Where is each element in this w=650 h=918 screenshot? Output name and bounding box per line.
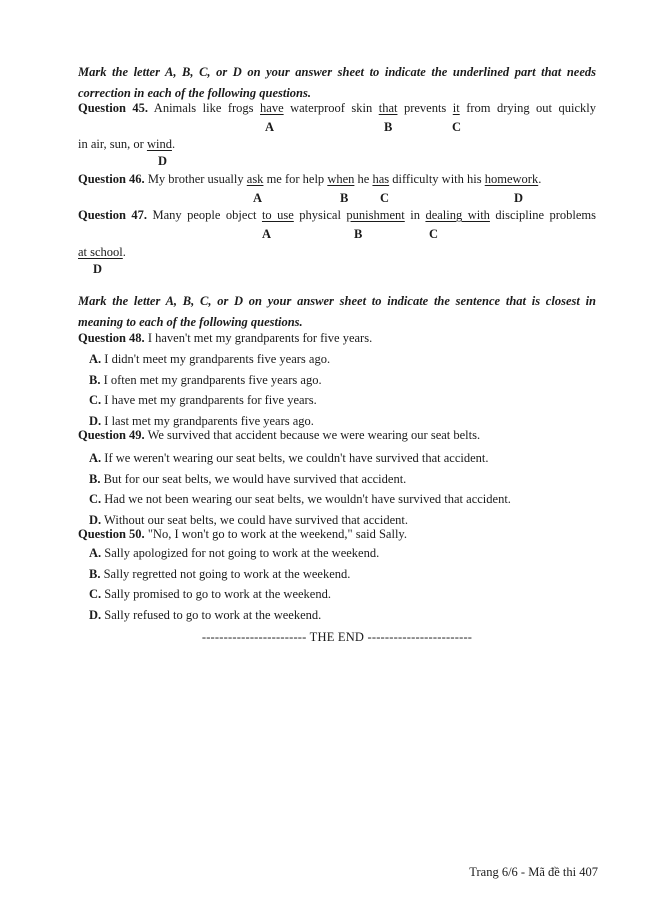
question-number: Question 50. bbox=[78, 527, 145, 541]
position-label-b: B bbox=[384, 120, 393, 134]
question-46-sentence bbox=[78, 171, 596, 188]
sentence-part: . bbox=[122, 245, 126, 259]
underlined-segment: when bbox=[327, 172, 355, 186]
question-number: Question 45. bbox=[78, 101, 149, 115]
option-letter: D. bbox=[89, 608, 102, 623]
instruction-line: Mark the letter A, B, C, or D on your answer sheet to indicate the sentence that is closest in bbox=[78, 294, 596, 308]
answer-position-labels bbox=[78, 153, 596, 168]
question-number: Question 49. bbox=[78, 428, 145, 442]
underlined-segment: punishment bbox=[346, 208, 405, 222]
option-letter: C. bbox=[89, 393, 102, 408]
position-label-b: B bbox=[354, 227, 363, 241]
option-text: I have met my grandparents for five years. bbox=[101, 393, 317, 408]
answer-option bbox=[78, 349, 596, 370]
option-text: Without our seat belts, we could have survived that accident. bbox=[101, 513, 408, 528]
option-text: I didn't meet my grandparents five years ago. bbox=[101, 352, 331, 366]
sentence-part: My brother usually bbox=[144, 172, 247, 186]
sentence-part: from drying out quickly bbox=[459, 101, 596, 115]
underlined-segment: it bbox=[452, 101, 460, 115]
position-label-d: D bbox=[158, 154, 168, 168]
answer-position-labels bbox=[78, 190, 596, 205]
answer-option bbox=[78, 564, 596, 585]
stem-text: We survived that accident because we were wearing our seat belts. bbox=[144, 428, 481, 442]
stem-text: I haven't met my grandparents for five years. bbox=[144, 331, 373, 345]
answer-option bbox=[78, 584, 596, 605]
sentence-part: in bbox=[404, 208, 426, 222]
underlined-segment: at school bbox=[78, 245, 123, 259]
position-label-d: D bbox=[93, 262, 103, 276]
end-of-test-marker: ------------------------ THE END ------------------------ bbox=[201, 630, 473, 644]
sentence-part: . bbox=[171, 137, 176, 151]
question-48-options bbox=[78, 349, 596, 432]
question-45-sentence bbox=[78, 100, 596, 117]
question-49-options bbox=[78, 448, 596, 531]
answer-option bbox=[78, 469, 596, 490]
position-label-a: A bbox=[262, 227, 272, 241]
position-label-d: D bbox=[514, 191, 524, 205]
position-label-a: A bbox=[253, 191, 263, 205]
answer-position-labels bbox=[78, 119, 596, 134]
sentence-part: difficulty with his bbox=[389, 172, 485, 186]
option-text: I often met my grandparents five years ago. bbox=[100, 372, 322, 387]
position-label-c: C bbox=[380, 191, 390, 205]
question-number: Question 46. bbox=[78, 172, 145, 186]
sentence-part: prevents bbox=[397, 101, 453, 115]
option-text: Had we not been wearing our seat belts, we wouldn't have survived that accident. bbox=[101, 492, 511, 507]
question-49-stem bbox=[78, 427, 596, 444]
sentence-part: me for help bbox=[263, 172, 328, 186]
sentence-part: waterproof skin bbox=[283, 101, 379, 115]
underlined-segment: homework bbox=[484, 172, 539, 186]
question-number: Question 47. bbox=[78, 208, 148, 222]
position-label-b: B bbox=[340, 191, 349, 205]
question-48-stem bbox=[78, 330, 596, 347]
question-50-options bbox=[78, 543, 596, 626]
question-47-continuation bbox=[78, 244, 596, 261]
option-text: Sally apologized for not going to work at the weekend. bbox=[101, 546, 380, 560]
option-letter: A. bbox=[89, 352, 102, 366]
option-text: Sally promised to go to work at the weekend. bbox=[101, 587, 331, 602]
stem-text: "No, I won't go to work at the weekend," said Sally. bbox=[144, 527, 407, 541]
option-text: Sally refused to go to work at the weekend. bbox=[101, 608, 322, 623]
underlined-segment: wind bbox=[146, 137, 172, 151]
position-label-c: C bbox=[452, 120, 462, 134]
underlined-segment: have bbox=[260, 101, 284, 115]
option-text: Sally regretted not going to work at the weekend. bbox=[100, 566, 351, 581]
sentence-part: he bbox=[354, 172, 373, 186]
option-letter: B. bbox=[89, 372, 101, 387]
option-letter: B. bbox=[89, 566, 101, 581]
underlined-segment: ask bbox=[246, 172, 264, 186]
position-label-a: A bbox=[265, 120, 275, 134]
sentence-part: Animals like frogs bbox=[148, 101, 261, 115]
instruction-line: correction in each of the following questions. bbox=[78, 86, 312, 100]
sentence-part: in air, sun, or bbox=[78, 137, 147, 151]
position-label-c: C bbox=[429, 227, 439, 241]
option-letter: D. bbox=[89, 414, 102, 429]
option-letter: B. bbox=[89, 471, 101, 486]
sentence-part: Many people object bbox=[147, 208, 262, 222]
sentence-part: physical bbox=[293, 208, 347, 222]
underlined-segment: that bbox=[378, 101, 398, 115]
underlined-segment: dealing with bbox=[425, 208, 490, 222]
section-instruction bbox=[78, 291, 596, 333]
sentence-part: . bbox=[538, 172, 542, 186]
option-text: But for our seat belts, we would have survived that accident. bbox=[100, 471, 407, 486]
option-letter: A. bbox=[89, 546, 102, 560]
answer-position-labels bbox=[78, 261, 596, 276]
underlined-segment: to use bbox=[261, 208, 294, 222]
option-letter: C. bbox=[89, 492, 102, 507]
answer-option bbox=[78, 448, 596, 469]
question-47-sentence bbox=[78, 207, 596, 224]
option-letter: A. bbox=[89, 451, 102, 465]
sentence-part: discipline problems bbox=[489, 208, 596, 222]
underlined-segment: has bbox=[372, 172, 390, 186]
option-text: If we weren't wearing our seat belts, we couldn't have survived that accident. bbox=[101, 451, 489, 465]
answer-option bbox=[78, 489, 596, 510]
question-50-stem bbox=[78, 526, 596, 543]
answer-position-labels bbox=[78, 226, 596, 241]
question-number: Question 48. bbox=[78, 331, 145, 345]
question-45-continuation bbox=[78, 136, 596, 153]
instruction-line: meaning to each of the following questions. bbox=[78, 315, 303, 329]
instruction-line: Mark the letter A, B, C, or D on your answer sheet to indicate the underlined part that needs bbox=[78, 65, 596, 79]
answer-option bbox=[78, 605, 596, 626]
answer-option bbox=[78, 370, 596, 391]
option-letter: C. bbox=[89, 587, 102, 602]
option-text: I last met my grandparents five years ago. bbox=[101, 414, 314, 429]
answer-option bbox=[78, 543, 596, 564]
option-letter: D. bbox=[89, 513, 102, 528]
answer-option bbox=[78, 390, 596, 411]
page-footer: Trang 6/6 - Mã đề thi 407 bbox=[469, 865, 598, 879]
section-instruction bbox=[78, 62, 596, 104]
